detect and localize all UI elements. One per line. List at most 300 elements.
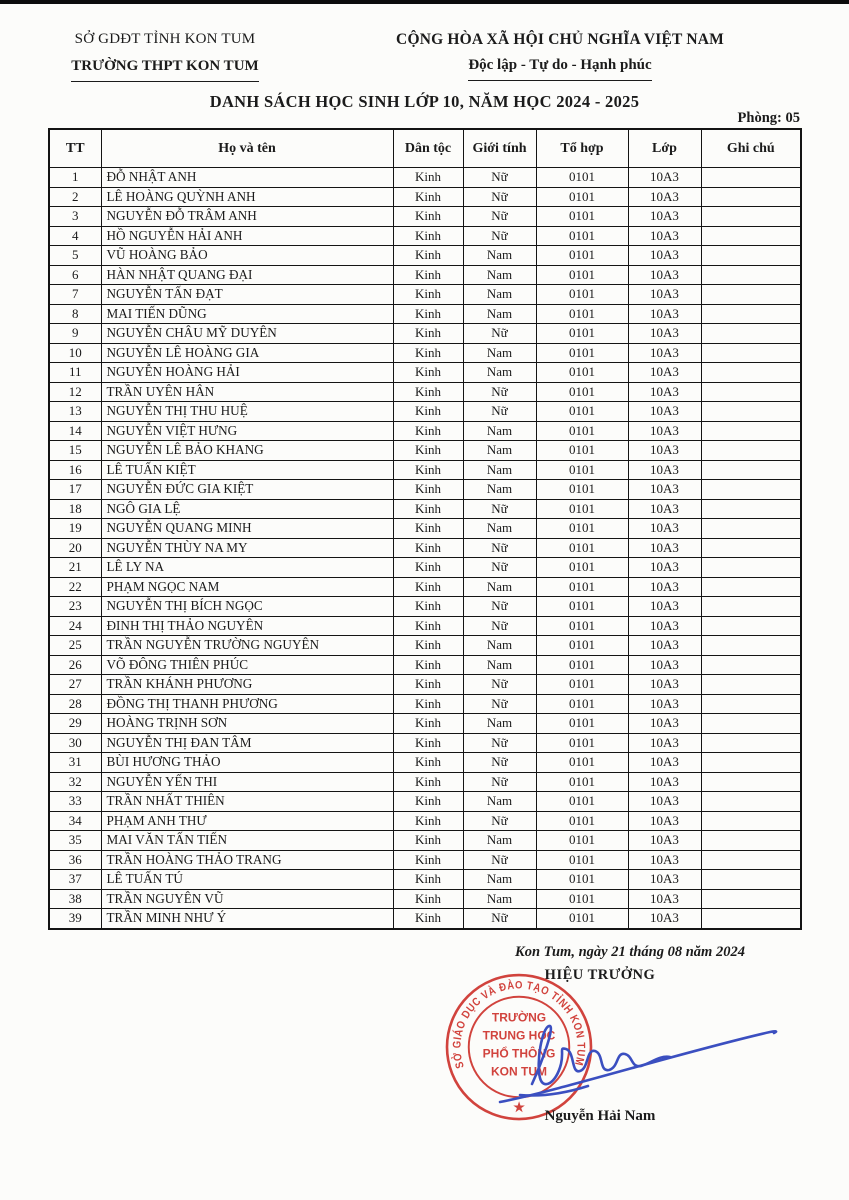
cell-note (701, 636, 801, 656)
table-row (49, 850, 801, 870)
cell-name: LÊ LY NA (101, 558, 393, 578)
cell-gender: Nam (463, 870, 536, 890)
cell-gender: Nữ (463, 675, 536, 695)
cell-tt: 25 (49, 636, 101, 656)
cell-name: NGUYỄN TẤN ĐẠT (101, 285, 393, 305)
cell-ethnicity: Kinh (393, 636, 463, 656)
cell-note (701, 577, 801, 597)
table-row (49, 733, 801, 753)
cell-note (701, 714, 801, 734)
cell-class: 10A3 (628, 363, 701, 383)
cell-ethnicity: Kinh (393, 831, 463, 851)
cell-gender: Nữ (463, 382, 536, 402)
cell-ethnicity: Kinh (393, 304, 463, 324)
cell-note (701, 889, 801, 909)
org-department: SỞ GDĐT TỈNH KON TUM (74, 31, 256, 47)
date-line: Kon Tum, ngày 21 tháng 08 năm 2024 (515, 944, 745, 960)
cell-gender: Nữ (463, 772, 536, 792)
cell-tt: 1 (49, 168, 101, 188)
cell-tt: 31 (49, 753, 101, 773)
cell-note (701, 343, 801, 363)
cell-ethnicity: Kinh (393, 753, 463, 773)
cell-class: 10A3 (628, 792, 701, 812)
cell-note (701, 363, 801, 383)
cell-tt: 6 (49, 265, 101, 285)
table-row (49, 889, 801, 909)
cell-combo: 0101 (536, 382, 628, 402)
cell-class: 10A3 (628, 870, 701, 890)
cell-tt: 17 (49, 480, 101, 500)
cell-class: 10A3 (628, 616, 701, 636)
cell-ethnicity: Kinh (393, 772, 463, 792)
table-row (49, 207, 801, 227)
cell-combo: 0101 (536, 538, 628, 558)
cell-gender: Nữ (463, 811, 536, 831)
cell-ethnicity: Kinh (393, 909, 463, 929)
table-header-row (49, 129, 801, 168)
cell-ethnicity: Kinh (393, 850, 463, 870)
cell-combo: 0101 (536, 460, 628, 480)
stamp-center-line-2: TRUNG HỌC (482, 1028, 556, 1043)
national-motto-block (330, 28, 790, 81)
cell-ethnicity: Kinh (393, 811, 463, 831)
cell-tt: 10 (49, 343, 101, 363)
cell-tt: 12 (49, 382, 101, 402)
cell-tt: 26 (49, 655, 101, 675)
cell-class: 10A3 (628, 597, 701, 617)
cell-gender: Nam (463, 421, 536, 441)
cell-ethnicity: Kinh (393, 265, 463, 285)
cell-note (701, 226, 801, 246)
cell-name: NGUYỄN ĐỖ TRÂM ANH (101, 207, 393, 227)
cell-combo: 0101 (536, 402, 628, 422)
cell-note (701, 772, 801, 792)
cell-note (701, 538, 801, 558)
cell-class: 10A3 (628, 577, 701, 597)
table-row (49, 421, 801, 441)
cell-name: ĐINH THỊ THẢO NGUYÊN (101, 616, 393, 636)
cell-combo: 0101 (536, 792, 628, 812)
cell-note (701, 831, 801, 851)
cell-name: ĐỖ NHẬT ANH (101, 168, 393, 188)
cell-gender: Nữ (463, 753, 536, 773)
table-row (49, 831, 801, 851)
table-row (49, 909, 801, 929)
cell-name: BÙI HƯƠNG THẢO (101, 753, 393, 773)
cell-class: 10A3 (628, 538, 701, 558)
cell-ethnicity: Kinh (393, 499, 463, 519)
cell-ethnicity: Kinh (393, 246, 463, 266)
cell-name: LÊ HOÀNG QUỲNH ANH (101, 187, 393, 207)
cell-tt: 28 (49, 694, 101, 714)
cell-gender: Nam (463, 343, 536, 363)
cell-class: 10A3 (628, 343, 701, 363)
cell-ethnicity: Kinh (393, 538, 463, 558)
cell-note (701, 558, 801, 578)
cell-tt: 3 (49, 207, 101, 227)
cell-tt: 18 (49, 499, 101, 519)
cell-name: NGUYỄN THỊ THU HUỆ (101, 402, 393, 422)
cell-tt: 14 (49, 421, 101, 441)
cell-combo: 0101 (536, 246, 628, 266)
cell-tt: 22 (49, 577, 101, 597)
cell-name: NGUYỄN LÊ BẢO KHANG (101, 441, 393, 461)
cell-name: NGÔ GIA LỆ (101, 499, 393, 519)
stamp-center-line-4: KON TUM (491, 1064, 547, 1079)
cell-gender: Nam (463, 889, 536, 909)
cell-ethnicity: Kinh (393, 402, 463, 422)
table-row (49, 363, 801, 383)
table-row (49, 382, 801, 402)
table-row (49, 480, 801, 500)
cell-note (701, 285, 801, 305)
column-header-2: Dân tộc (393, 129, 463, 168)
scan-edge-artifact (0, 0, 849, 4)
cell-combo: 0101 (536, 519, 628, 539)
national-title: CỘNG HÒA XÃ HỘI CHỦ NGHĨA VIỆT NAM (396, 31, 724, 48)
cell-combo: 0101 (536, 616, 628, 636)
cell-tt: 15 (49, 441, 101, 461)
cell-class: 10A3 (628, 733, 701, 753)
table-row (49, 558, 801, 578)
cell-class: 10A3 (628, 909, 701, 929)
cell-note (701, 694, 801, 714)
cell-name: NGUYỄN QUANG MINH (101, 519, 393, 539)
cell-class: 10A3 (628, 324, 701, 344)
cell-note (701, 499, 801, 519)
cell-combo: 0101 (536, 909, 628, 929)
cell-class: 10A3 (628, 265, 701, 285)
cell-ethnicity: Kinh (393, 382, 463, 402)
cell-name: MAI TIẾN DŨNG (101, 304, 393, 324)
cell-name: NGUYỄN THỊ ĐAN TÂM (101, 733, 393, 753)
table-row (49, 694, 801, 714)
cell-class: 10A3 (628, 655, 701, 675)
table-row (49, 753, 801, 773)
stamp-star-icon: ★ (513, 1099, 525, 1115)
cell-ethnicity: Kinh (393, 519, 463, 539)
table-row (49, 460, 801, 480)
table-row (49, 441, 801, 461)
cell-name: TRẦN MINH NHƯ Ý (101, 909, 393, 929)
cell-combo: 0101 (536, 343, 628, 363)
cell-class: 10A3 (628, 811, 701, 831)
cell-class: 10A3 (628, 480, 701, 500)
cell-ethnicity: Kinh (393, 714, 463, 734)
page-title: DANH SÁCH HỌC SINH LỚP 10, NĂM HỌC 2024 - 2025 (209, 92, 640, 111)
cell-ethnicity: Kinh (393, 675, 463, 695)
cell-class: 10A3 (628, 558, 701, 578)
cell-gender: Nam (463, 636, 536, 656)
cell-gender: Nam (463, 519, 536, 539)
table-row (49, 577, 801, 597)
cell-note (701, 616, 801, 636)
cell-name: PHẠM NGỌC NAM (101, 577, 393, 597)
cell-name: PHẠM ANH THƯ (101, 811, 393, 831)
column-header-6: Ghi chú (701, 129, 801, 168)
cell-class: 10A3 (628, 460, 701, 480)
cell-class: 10A3 (628, 636, 701, 656)
cell-class: 10A3 (628, 382, 701, 402)
cell-gender: Nam (463, 363, 536, 383)
cell-ethnicity: Kinh (393, 577, 463, 597)
cell-note (701, 402, 801, 422)
cell-ethnicity: Kinh (393, 597, 463, 617)
cell-combo: 0101 (536, 850, 628, 870)
cell-gender: Nam (463, 714, 536, 734)
table-row (49, 343, 801, 363)
cell-note (701, 753, 801, 773)
cell-name: VÕ ĐÔNG THIÊN PHÚC (101, 655, 393, 675)
cell-class: 10A3 (628, 675, 701, 695)
cell-gender: Nữ (463, 168, 536, 188)
cell-class: 10A3 (628, 519, 701, 539)
cell-gender: Nam (463, 831, 536, 851)
table-row (49, 519, 801, 539)
cell-class: 10A3 (628, 714, 701, 734)
cell-gender: Nữ (463, 850, 536, 870)
cell-note (701, 265, 801, 285)
cell-name: ĐỒNG THỊ THANH PHƯƠNG (101, 694, 393, 714)
cell-gender: Nữ (463, 402, 536, 422)
cell-tt: 33 (49, 792, 101, 812)
cell-tt: 9 (49, 324, 101, 344)
cell-combo: 0101 (536, 753, 628, 773)
table-row (49, 675, 801, 695)
cell-name: NGUYỄN LÊ HOÀNG GIA (101, 343, 393, 363)
cell-name: NGUYỄN CHÂU MỸ DUYÊN (101, 324, 393, 344)
cell-tt: 39 (49, 909, 101, 929)
cell-note (701, 304, 801, 324)
table-row (49, 246, 801, 266)
cell-class: 10A3 (628, 304, 701, 324)
stamp-center-line-1: TRƯỜNG (491, 1010, 547, 1025)
cell-ethnicity: Kinh (393, 655, 463, 675)
column-header-1: Họ và tên (101, 129, 393, 168)
cell-combo: 0101 (536, 655, 628, 675)
cell-ethnicity: Kinh (393, 870, 463, 890)
table-row (49, 324, 801, 344)
cell-note (701, 792, 801, 812)
stamp-center-line-3: PHỔ THÔNG (482, 1046, 556, 1061)
cell-class: 10A3 (628, 246, 701, 266)
cell-class: 10A3 (628, 285, 701, 305)
cell-combo: 0101 (536, 889, 628, 909)
cell-note (701, 733, 801, 753)
cell-ethnicity: Kinh (393, 324, 463, 344)
cell-name: HOÀNG TRỊNH SƠN (101, 714, 393, 734)
cell-ethnicity: Kinh (393, 187, 463, 207)
cell-gender: Nữ (463, 558, 536, 578)
cell-name: TRẦN NHẤT THIÊN (101, 792, 393, 812)
table-row (49, 870, 801, 890)
cell-tt: 7 (49, 285, 101, 305)
cell-gender: Nam (463, 655, 536, 675)
cell-note (701, 382, 801, 402)
cell-note (701, 207, 801, 227)
cell-tt: 36 (49, 850, 101, 870)
cell-combo: 0101 (536, 870, 628, 890)
cell-class: 10A3 (628, 421, 701, 441)
cell-combo: 0101 (536, 168, 628, 188)
issuing-org-block (50, 28, 280, 82)
table-row (49, 616, 801, 636)
cell-ethnicity: Kinh (393, 616, 463, 636)
table-row (49, 226, 801, 246)
cell-note (701, 870, 801, 890)
cell-tt: 30 (49, 733, 101, 753)
column-header-0: TT (49, 129, 101, 168)
cell-name: NGUYỄN YẾN THI (101, 772, 393, 792)
cell-ethnicity: Kinh (393, 441, 463, 461)
cell-name: LÊ TUẤN KIỆT (101, 460, 393, 480)
table-row (49, 655, 801, 675)
cell-tt: 11 (49, 363, 101, 383)
table-row (49, 285, 801, 305)
cell-combo: 0101 (536, 694, 628, 714)
cell-name: NGUYỄN VIỆT HƯNG (101, 421, 393, 441)
cell-combo: 0101 (536, 363, 628, 383)
cell-ethnicity: Kinh (393, 460, 463, 480)
cell-note (701, 187, 801, 207)
cell-tt: 19 (49, 519, 101, 539)
cell-combo: 0101 (536, 421, 628, 441)
cell-name: NGUYỄN THỊ BÍCH NGỌC (101, 597, 393, 617)
cell-class: 10A3 (628, 207, 701, 227)
signer-name: Nguyễn Hải Nam (544, 1108, 656, 1124)
table-row (49, 772, 801, 792)
table-row (49, 304, 801, 324)
cell-tt: 23 (49, 597, 101, 617)
cell-note (701, 441, 801, 461)
cell-combo: 0101 (536, 441, 628, 461)
cell-combo: 0101 (536, 265, 628, 285)
cell-name: NGUYỄN THÙY NA MY (101, 538, 393, 558)
cell-tt: 4 (49, 226, 101, 246)
cell-class: 10A3 (628, 772, 701, 792)
cell-gender: Nam (463, 577, 536, 597)
cell-name: TRẦN KHÁNH PHƯƠNG (101, 675, 393, 695)
cell-ethnicity: Kinh (393, 226, 463, 246)
cell-class: 10A3 (628, 753, 701, 773)
column-header-3: Giới tính (463, 129, 536, 168)
cell-tt: 37 (49, 870, 101, 890)
cell-note (701, 655, 801, 675)
cell-note (701, 421, 801, 441)
cell-ethnicity: Kinh (393, 207, 463, 227)
table-row (49, 792, 801, 812)
cell-name: VŨ HOÀNG BẢO (101, 246, 393, 266)
cell-tt: 21 (49, 558, 101, 578)
cell-combo: 0101 (536, 207, 628, 227)
cell-name: TRẦN NGUYÊN VŨ (101, 889, 393, 909)
cell-ethnicity: Kinh (393, 421, 463, 441)
cell-ethnicity: Kinh (393, 168, 463, 188)
cell-note (701, 850, 801, 870)
cell-gender: Nữ (463, 597, 536, 617)
cell-name: HÀN NHẬT QUANG ĐẠI (101, 265, 393, 285)
cell-combo: 0101 (536, 285, 628, 305)
cell-note (701, 246, 801, 266)
cell-gender: Nữ (463, 694, 536, 714)
cell-note (701, 460, 801, 480)
cell-gender: Nam (463, 285, 536, 305)
cell-tt: 20 (49, 538, 101, 558)
signer-title: HIỆU TRƯỞNG (544, 967, 656, 983)
table-row (49, 168, 801, 188)
table-row (49, 538, 801, 558)
cell-combo: 0101 (536, 480, 628, 500)
cell-gender: Nữ (463, 538, 536, 558)
cell-gender: Nam (463, 304, 536, 324)
cell-name: LÊ TUẤN TÚ (101, 870, 393, 890)
cell-note (701, 168, 801, 188)
cell-gender: Nam (463, 441, 536, 461)
cell-class: 10A3 (628, 441, 701, 461)
cell-gender: Nữ (463, 909, 536, 929)
cell-gender: Nam (463, 792, 536, 812)
room-label: Phòng: 05 (737, 110, 800, 126)
national-motto: Độc lập - Tự do - Hạnh phúc (468, 54, 651, 81)
cell-gender: Nam (463, 460, 536, 480)
cell-ethnicity: Kinh (393, 558, 463, 578)
cell-gender: Nam (463, 246, 536, 266)
cell-combo: 0101 (536, 499, 628, 519)
cell-tt: 16 (49, 460, 101, 480)
cell-ethnicity: Kinh (393, 694, 463, 714)
cell-ethnicity: Kinh (393, 733, 463, 753)
cell-tt: 8 (49, 304, 101, 324)
cell-combo: 0101 (536, 187, 628, 207)
cell-tt: 29 (49, 714, 101, 734)
cell-tt: 32 (49, 772, 101, 792)
cell-ethnicity: Kinh (393, 285, 463, 305)
cell-gender: Nữ (463, 187, 536, 207)
cell-combo: 0101 (536, 831, 628, 851)
cell-gender: Nam (463, 480, 536, 500)
cell-tt: 35 (49, 831, 101, 851)
cell-tt: 27 (49, 675, 101, 695)
table-row (49, 811, 801, 831)
cell-class: 10A3 (628, 226, 701, 246)
cell-gender: Nam (463, 265, 536, 285)
cell-class: 10A3 (628, 499, 701, 519)
cell-tt: 38 (49, 889, 101, 909)
cell-combo: 0101 (536, 714, 628, 734)
cell-ethnicity: Kinh (393, 363, 463, 383)
cell-class: 10A3 (628, 850, 701, 870)
cell-tt: 24 (49, 616, 101, 636)
cell-name: NGUYỄN ĐỨC GIA KIỆT (101, 480, 393, 500)
cell-name: MAI VĂN TẤN TIẾN (101, 831, 393, 851)
column-header-4: Tổ hợp (536, 129, 628, 168)
table-row (49, 265, 801, 285)
cell-combo: 0101 (536, 733, 628, 753)
cell-note (701, 480, 801, 500)
column-header-5: Lớp (628, 129, 701, 168)
cell-combo: 0101 (536, 226, 628, 246)
cell-gender: Nữ (463, 616, 536, 636)
cell-tt: 2 (49, 187, 101, 207)
cell-gender: Nữ (463, 207, 536, 227)
cell-ethnicity: Kinh (393, 792, 463, 812)
cell-class: 10A3 (628, 694, 701, 714)
org-school: TRƯỜNG THPT KON TUM (71, 55, 258, 81)
cell-ethnicity: Kinh (393, 480, 463, 500)
cell-tt: 5 (49, 246, 101, 266)
table-row (49, 636, 801, 656)
stamp-outer-text: SỞ GIÁO DỤC VÀ ĐÀO TẠO TỈNH KON TUM (451, 979, 587, 1070)
